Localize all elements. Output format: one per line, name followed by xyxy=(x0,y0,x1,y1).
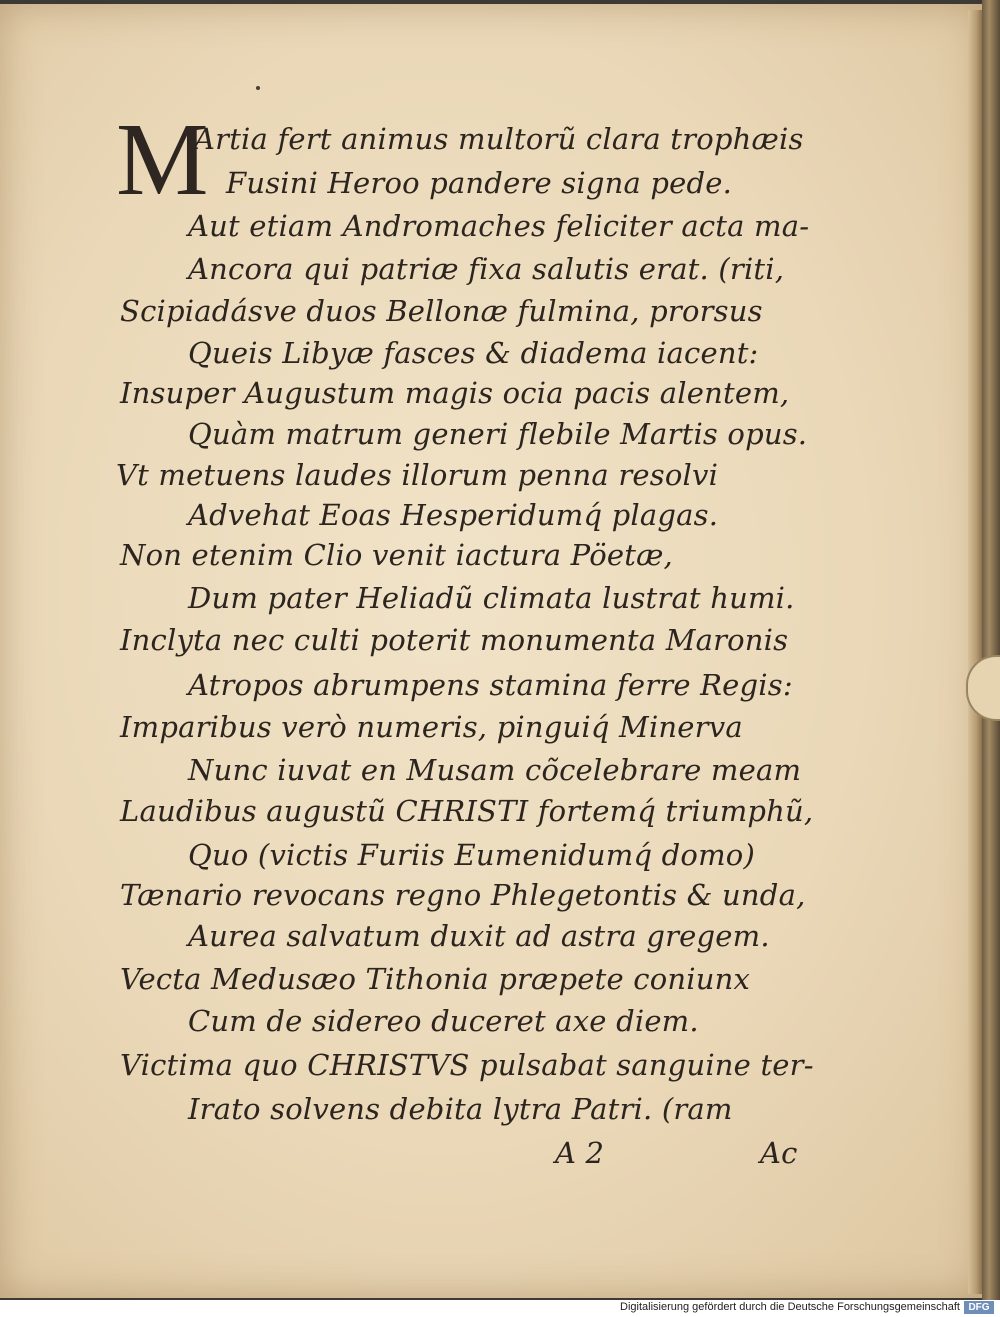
funding-credit: Digitalisierung gefördert durch die Deutsche Forschungsgemeinschaft xyxy=(620,1301,960,1313)
verse-line: Vt metuens laudes illorum penna resolvi xyxy=(116,458,719,492)
verse-line: Irato solvens debita lytra Patri. (ram xyxy=(188,1092,733,1126)
verse-line: Quo (victis Furiis Eumenidumq́ domo) xyxy=(188,838,755,872)
verse-line: Atropos abrumpens stamina ferre Regis: xyxy=(188,668,793,702)
verse-line: Nunc iuvat en Musam cõcelebrare meam xyxy=(188,753,802,787)
verse-line: Victima quo CHRISTVS pulsabat sanguine ter- xyxy=(120,1048,814,1082)
verse-line: Aut etiam Andromaches feliciter acta ma- xyxy=(188,209,810,243)
adjacent-pages xyxy=(982,0,1000,1300)
drop-initial: M xyxy=(116,102,209,217)
verse-line: Non etenim Clio venit iactura Pöetæ, xyxy=(120,538,673,572)
verse-line: Cum de sidereo duceret axe diem. xyxy=(188,1004,699,1038)
verse-line: Ancora qui patriæ fixa salutis erat. (riti, xyxy=(188,252,785,286)
verse-line: Laudibus augustũ CHRISTI fortemq́ triumphũ, xyxy=(120,794,814,828)
verse-line: Fusini Heroo pandere signa pede. xyxy=(226,166,733,200)
verse-line: Insuper Augustum magis ocia pacis alentem, xyxy=(120,376,790,410)
verse-line: Tænario revocans regno Phlegetontis & unda, xyxy=(120,878,806,912)
verse-line: Aurea salvatum duxit ad astra gregem. xyxy=(188,919,770,953)
ink-dot xyxy=(256,86,260,90)
verse-line: Dum pater Heliadũ climata lustrat humi. xyxy=(188,581,795,615)
verse-line: Inclyta nec culti poterit monumenta Maronis xyxy=(120,623,789,657)
verse-line: Artia fert animus multorũ clara trophæis xyxy=(194,122,804,156)
verse-line: Advehat Eoas Hesperidumq́ plagas. xyxy=(188,498,719,532)
verse-line: Imparibus verò numeris, pinguiq́ Minerva xyxy=(120,710,743,744)
signature-mark: A 2 xyxy=(555,1136,605,1170)
dfg-logo: DFG xyxy=(964,1301,994,1314)
verse-line: Quàm matrum generi flebile Martis opus. xyxy=(188,417,808,451)
verse-line: Queis Libyæ fasces & diadema iacent: xyxy=(188,336,759,370)
page-edge xyxy=(968,10,982,1294)
catchword: Ac xyxy=(760,1136,798,1170)
verse-line: Scipiadásve duos Bellonæ fulmina, prorsus xyxy=(120,294,763,328)
verse-line: Vecta Medusæo Tithonia præpete coniunx xyxy=(120,962,751,996)
